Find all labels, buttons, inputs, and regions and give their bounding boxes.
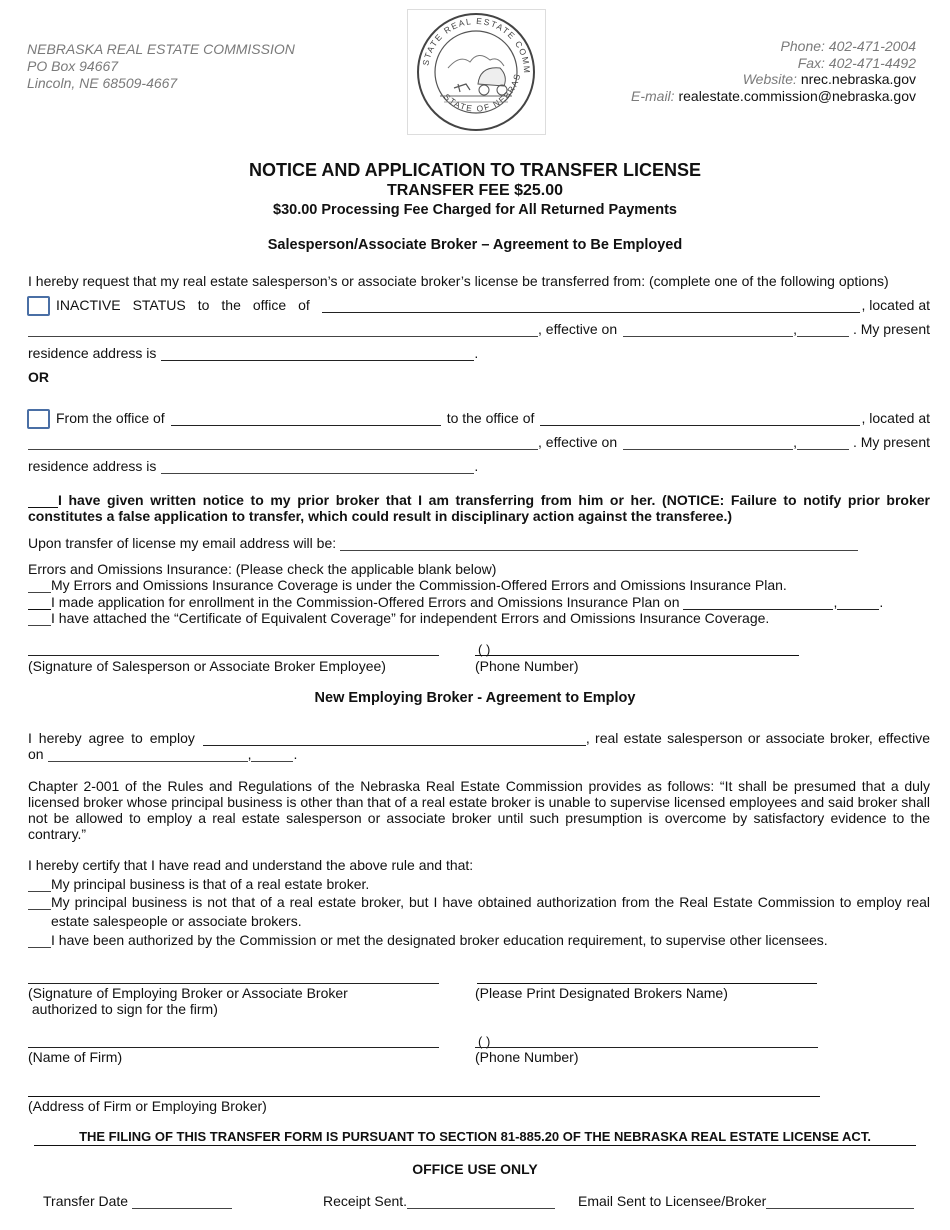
- eo-heading: Errors and Omissions Insurance: (Please check the applicable blank below): [28, 561, 497, 577]
- print-broker-name-label: (Please Print Designated Brokers Name): [475, 985, 728, 1001]
- employ-line1: [28, 730, 930, 746]
- my-present-label: . My present: [852, 321, 930, 337]
- transfer-date-row: [43, 1193, 232, 1209]
- eo-item-1-text: My Errors and Omissions Insurance Coverage is under the Commission-Offered Errors and Omissions Insurance Plan.: [51, 577, 787, 593]
- filing-notice: THE FILING OF THIS TRANSFER FORM IS PURSUANT TO SECTION 81-885.20 OF THE NEBRASKA REAL ESTATE LICENSE ACT.: [34, 1129, 916, 1146]
- form-title: NOTICE AND APPLICATION TO TRANSFER LICENSE: [248, 160, 701, 180]
- firm-name-label: (Name of Firm): [28, 1049, 123, 1065]
- certify-intro: I hereby certify that I have read and understand the above rule and that:: [28, 857, 474, 873]
- salesperson-phone-label: (Phone Number): [475, 658, 579, 674]
- employ-on-label: on: [28, 746, 44, 762]
- receipt-sent-field[interactable]: [407, 1196, 555, 1209]
- broker-phone-label: (Phone Number): [475, 1049, 579, 1065]
- email-sent-label: Email Sent to Licensee/Broker: [578, 1193, 767, 1209]
- org-po-box: PO Box 94667: [27, 58, 119, 74]
- org-city: Lincoln, NE 68509-4667: [27, 75, 178, 91]
- option2-line3: residence address is .: [28, 458, 479, 474]
- from-office-field[interactable]: [171, 413, 441, 426]
- option1-text: the: [221, 297, 241, 313]
- firm-address-label: (Address of Firm or Employing Broker): [28, 1098, 267, 1114]
- section1-title: Salesperson/Associate Broker – Agreement to Be Employed: [267, 237, 683, 253]
- certify-item-1-blank[interactable]: [28, 879, 51, 892]
- from-effective-year-field[interactable]: [797, 437, 849, 450]
- located-at-label: , located at: [861, 297, 930, 313]
- from-effective-date-field[interactable]: [623, 437, 793, 450]
- transfer-fee: TRANSFER FEE $25.00: [386, 182, 564, 199]
- employee-name-field[interactable]: [203, 733, 586, 746]
- my-present-label: . My present: [852, 434, 930, 450]
- employ-year-field[interactable]: [251, 749, 293, 762]
- website-link[interactable]: nrec.nebraska.gov: [800, 71, 916, 87]
- option1-line1: [56, 297, 930, 313]
- inactive-location-field[interactable]: [28, 324, 538, 337]
- eo-application-date-field[interactable]: [683, 597, 833, 610]
- eo-item-3-text: I have attached the “Certificate of Equivalent Coverage” for independent Errors and Omissions Insurance Coverage.: [51, 610, 770, 626]
- eo-item-2: I made application for enrollment in the Commission-Offered Errors and Omissions Insurance Plan on , .: [28, 594, 883, 610]
- inactive-residence-field[interactable]: [161, 348, 474, 361]
- option1-text: office: [252, 297, 287, 313]
- option2-line2: , effective on , . My present: [28, 434, 930, 450]
- chapter-rule-text: Chapter 2-001 of the Rules and Regulations of the Nebraska Real Estate Commission provides as follows: “It shall be presumed that a duly licensed broker whose principal business is other than that of a real estate broker is unable to supervise licensed employees and said broker shall not be allowed to employ a real estate salesperson or associate broker until such presumption is overcome by satisfactory evidence to the contrary.”: [28, 778, 930, 842]
- header-fax: Fax: 402-471-4492: [797, 55, 916, 71]
- certify-item-2-text: My principal business is not that of a real estate broker, but I have obtained authorization from the Real Estate Commission to employ real: [51, 894, 930, 910]
- salesperson-signature-line[interactable]: [28, 655, 439, 656]
- receipt-sent-label: Receipt Sent.: [323, 1193, 408, 1209]
- eo-application-year-field[interactable]: [837, 597, 879, 610]
- to-office-label: to the office of: [446, 410, 535, 426]
- seal-graphic: [408, 10, 545, 134]
- transfer-date-field[interactable]: [132, 1196, 232, 1209]
- eo-item-2-text: I made application for enrollment in the Commission-Offered Errors and Omissions Insurance Plan on: [51, 594, 680, 610]
- certify-item-1: [28, 876, 369, 892]
- email-transfer-row: [28, 535, 858, 551]
- inactive-effective-date-field[interactable]: [623, 324, 793, 337]
- option1-text: STATUS: [132, 297, 186, 313]
- broker-phone-line[interactable]: [475, 1047, 818, 1048]
- employ-line2: on , .: [28, 746, 298, 762]
- salesperson-phone-paren: ( ): [478, 642, 491, 657]
- print-broker-name-line[interactable]: [477, 983, 817, 984]
- header-website: [743, 71, 916, 87]
- employ-text: I hereby agree to employ: [28, 730, 195, 746]
- inactive-effective-year-field[interactable]: [797, 324, 849, 337]
- option1-text: INACTIVE: [56, 297, 121, 313]
- notice-line1: [28, 492, 930, 508]
- option1-line2: , effective on , . My present: [28, 321, 930, 337]
- certify-item-3-blank[interactable]: [28, 935, 51, 948]
- commission-seal: [407, 9, 546, 135]
- to-office-field[interactable]: [540, 413, 859, 426]
- email-label: E-mail:: [631, 88, 675, 104]
- eo-item-2-blank[interactable]: [28, 597, 51, 610]
- employ-date-field[interactable]: [48, 749, 248, 762]
- certify-item-2-cont: estate salespeople or associate brokers.: [51, 913, 302, 929]
- seal-text-top: STATE REAL ESTATE COMM: [420, 15, 533, 75]
- inactive-office-field[interactable]: [322, 300, 860, 313]
- option1-line3: residence address is .: [28, 345, 479, 361]
- certify-item-3-text: I have been authorized by the Commission or met the designated broker education requirement, to supervise other licensees.: [51, 932, 828, 948]
- firm-name-line[interactable]: [28, 1047, 439, 1048]
- employ-text-2: , real estate salesperson or associate broker, effective: [585, 730, 930, 746]
- website-label: Website:: [742, 71, 797, 87]
- office-use-title: OFFICE USE ONLY: [412, 1161, 538, 1177]
- request-intro: I hereby request that my real estate salesperson’s or associate broker’s license be transferred from: (complete one of the following options): [28, 273, 889, 289]
- email-sent-row: [578, 1193, 914, 1209]
- email-sent-field[interactable]: [766, 1196, 914, 1209]
- certify-item-1-text: My principal business is that of a real estate broker.: [51, 876, 370, 892]
- eo-item-1: [28, 577, 787, 593]
- seal-text-bottom: STATE OF NEBRAS: [441, 71, 523, 114]
- section2-title: New Employing Broker - Agreement to Employ: [314, 690, 636, 706]
- certify-item-2: [28, 894, 930, 910]
- broker-phone-paren: ( ): [478, 1034, 491, 1049]
- eo-item-1-blank[interactable]: [28, 580, 51, 593]
- option1-text: to: [197, 297, 210, 313]
- org-name: NEBRASKA REAL ESTATE COMMISSION: [27, 41, 295, 57]
- new-email-field[interactable]: [340, 538, 858, 551]
- residence-label: residence address is: [28, 458, 157, 474]
- receipt-sent-row: [323, 1193, 555, 1209]
- broker-signature-label-2: authorized to sign for the firm): [28, 1001, 218, 1017]
- from-location-field[interactable]: [28, 437, 538, 450]
- salesperson-signature-label: (Signature of Salesperson or Associate Broker Employee): [28, 658, 386, 674]
- located-at-label: , located at: [861, 410, 930, 426]
- inactive-status-checkbox[interactable]: [27, 296, 50, 316]
- notice-text: I have given written notice to my prior broker that I am transferring from him or her. (NOTICE: Failure to notify prior broker: [58, 492, 930, 508]
- processing-fee: $30.00 Processing Fee Charged for All Returned Payments: [273, 202, 677, 218]
- option1-text: of: [298, 297, 310, 313]
- email-transfer-label: Upon transfer of license my email address will be:: [28, 535, 337, 551]
- notice-line2: constitutes a false application to transfer, which could result in disciplinary action against the transferee.): [28, 508, 733, 524]
- header-email: [631, 88, 916, 104]
- salesperson-phone-line[interactable]: [475, 655, 799, 656]
- email-link[interactable]: realestate.commission@nebraska.gov: [678, 88, 916, 104]
- transfer-date-label: Transfer Date: [43, 1193, 129, 1209]
- from-residence-field[interactable]: [161, 461, 474, 474]
- eo-item-3: [28, 610, 769, 626]
- notice-check-blank[interactable]: [28, 495, 58, 508]
- firm-address-line[interactable]: [28, 1096, 820, 1097]
- broker-signature-line[interactable]: [28, 983, 439, 984]
- or-separator: OR: [28, 369, 49, 385]
- from-office-label: From the office of: [56, 410, 165, 426]
- certify-item-3: [28, 932, 828, 948]
- option2-line1: [56, 410, 930, 426]
- from-office-checkbox[interactable]: [27, 409, 50, 429]
- header-phone: Phone: 402-471-2004: [780, 38, 916, 54]
- certify-item-2-blank[interactable]: [28, 897, 51, 910]
- broker-signature-label-1: (Signature of Employing Broker or Associate Broker: [28, 985, 348, 1001]
- effective-on-label: , effective on: [538, 321, 618, 337]
- eo-item-3-blank[interactable]: [28, 613, 51, 626]
- residence-label: residence address is: [28, 345, 157, 361]
- effective-on-label: , effective on: [538, 434, 618, 450]
